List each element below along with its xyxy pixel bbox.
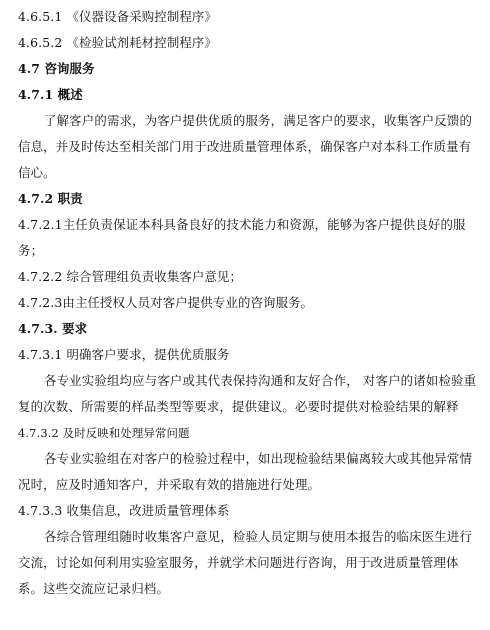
requirement-paragraph-4733: 各综合管理组随时收集客户意见，检验人员定期与使用本报告的临床医生进行交流，讨论如何利用实验室服务，并就学术问题进行咨询，用于改进质量管理体系。这些交流应记录归档。 — [18, 529, 473, 596]
subheading-4732: 4.7.3.2 及时反映和处理异常问题 — [18, 426, 190, 440]
section-heading-4-7-1: 4.7.1 概述 — [18, 87, 83, 102]
requirement-paragraph-4731: 各专业实验组均应与客户或其代表保持沟通和友好合作， 对客户的诸如检验重复的次数、所需要的样品类型等要求，提供建议。必要时提供对检验结果的解释 — [18, 373, 477, 414]
section-heading-4-7: 4.7 咨询服务 — [18, 61, 95, 76]
overview-paragraph: 了解客户的需求，为客户提供优质的服务，满足客户的要求，收集客户反馈的信息，并及时传达至相关部门用于改进质量管理体系，确保客户对本科工作质量有信心。 — [18, 113, 473, 180]
procedure-ref-4652: 4.6.5.2 《检验试剂耗材控制程序》 — [18, 35, 217, 50]
subheading-4733: 4.7.3.3 收集信息，改进质量管理体系 — [18, 503, 230, 518]
requirement-paragraph-4732: 各专业实验组在对客户的检验过程中，如出现检验结果偏离较大或其他异常情况时，应及时通知客户，并采取有效的措施进行处理。 — [18, 451, 473, 492]
section-heading-4-7-3: 4.7.3. 要求 — [18, 321, 88, 336]
subheading-4731: 4.7.3.1 明确客户要求，提供优质服务 — [18, 347, 230, 362]
duty-item-4723: 4.7.2.3由主任授权人员对客户提供专业的咨询服务。 — [18, 295, 314, 310]
duty-item-4721: 4.7.2.1主任负责保证本科具备良好的技术能力和资源，能够为客户提供良好的服务； — [18, 217, 466, 258]
procedure-ref-4651: 4.6.5.1 《仪器设备采购控制程序》 — [18, 9, 217, 24]
section-heading-4-7-2: 4.7.2 职责 — [18, 191, 83, 206]
duty-item-4722: 4.7.2.2 综合管理组负责收集客户意见； — [18, 269, 243, 284]
